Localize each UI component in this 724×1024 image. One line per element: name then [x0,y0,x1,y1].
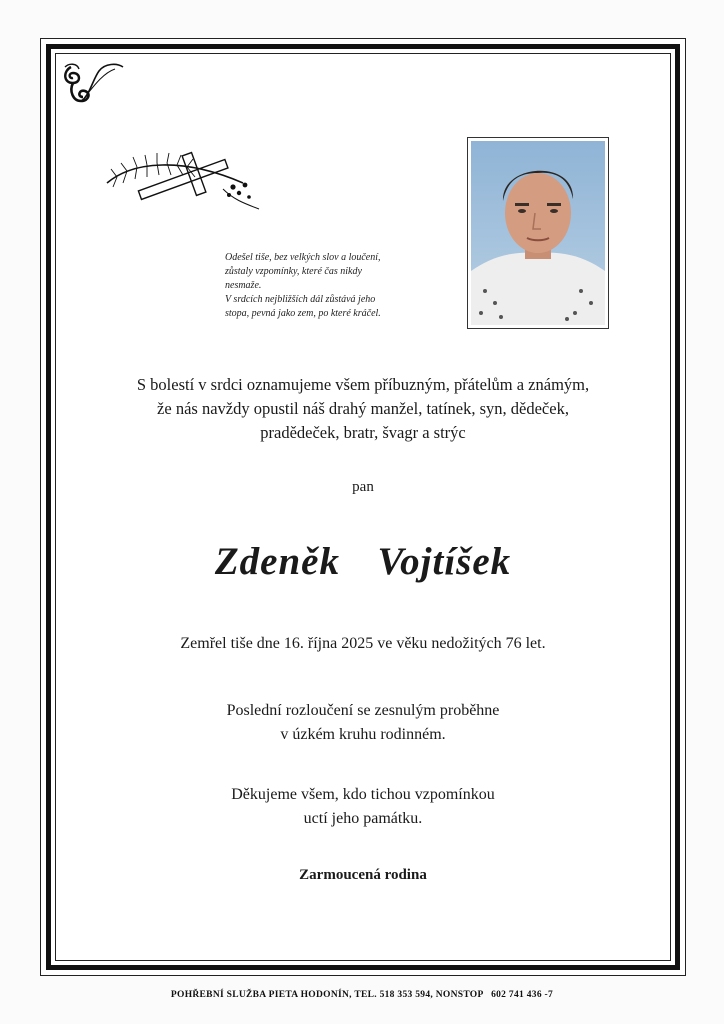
poem-line: zůstaly vzpomínky, které čas nikdy [225,266,362,277]
poem-line: nesmaže. [225,280,262,291]
death-notice: Zemřel tiše dne 16. října 2025 ve věku nedožitých 76 let. [180,635,546,652]
obituary-card [40,38,686,976]
announcement-line: pradědeček, bratr, švagr a strýc [260,423,466,442]
poem-line: V srdcích nejbližších dál zůstává jeho [225,294,376,305]
announcement-line: že nás navždy opustil náš drahý manžel, tatínek, syn, dědeček, [157,399,569,418]
announcement-text [41,373,685,445]
thanks-line: Děkujeme všem, kdo tichou vzpomínkou [231,786,495,803]
portrait-photo [467,137,609,329]
poem-verse [225,251,455,321]
farewell-info [41,699,685,747]
poem-line: stopa, pevná jako zem, po které kráčel. [225,308,381,319]
title-word: pan [352,479,374,495]
thanks-text [41,783,685,831]
flourish-ornament [59,57,129,117]
thanks-line: uctí jeho památku. [303,810,423,827]
farewell-line: v úzkém kruhu rodinném. [280,726,446,743]
palm-cross-icon [103,143,263,215]
poem-line: Odešel tiše, bez velkých slov a loučení, [225,252,381,263]
farewell-line: Poslední rozloučení se zesnulým proběhne [226,702,500,719]
portrait-image [471,141,605,325]
signature: Zarmoucená rodina [299,867,427,883]
announcement-line: S bolestí v srdci oznamujeme všem příbuzným, přátelům a známým, [136,375,590,394]
deceased-name: Zdeněk Vojtíšek [214,540,512,583]
funeral-service-footer: POHŘEBNÍ SLUŽBA PIETA HODONÍN, TEL. 518 353 594, NONSTOP 602 741 436 -7 [170,990,554,1000]
